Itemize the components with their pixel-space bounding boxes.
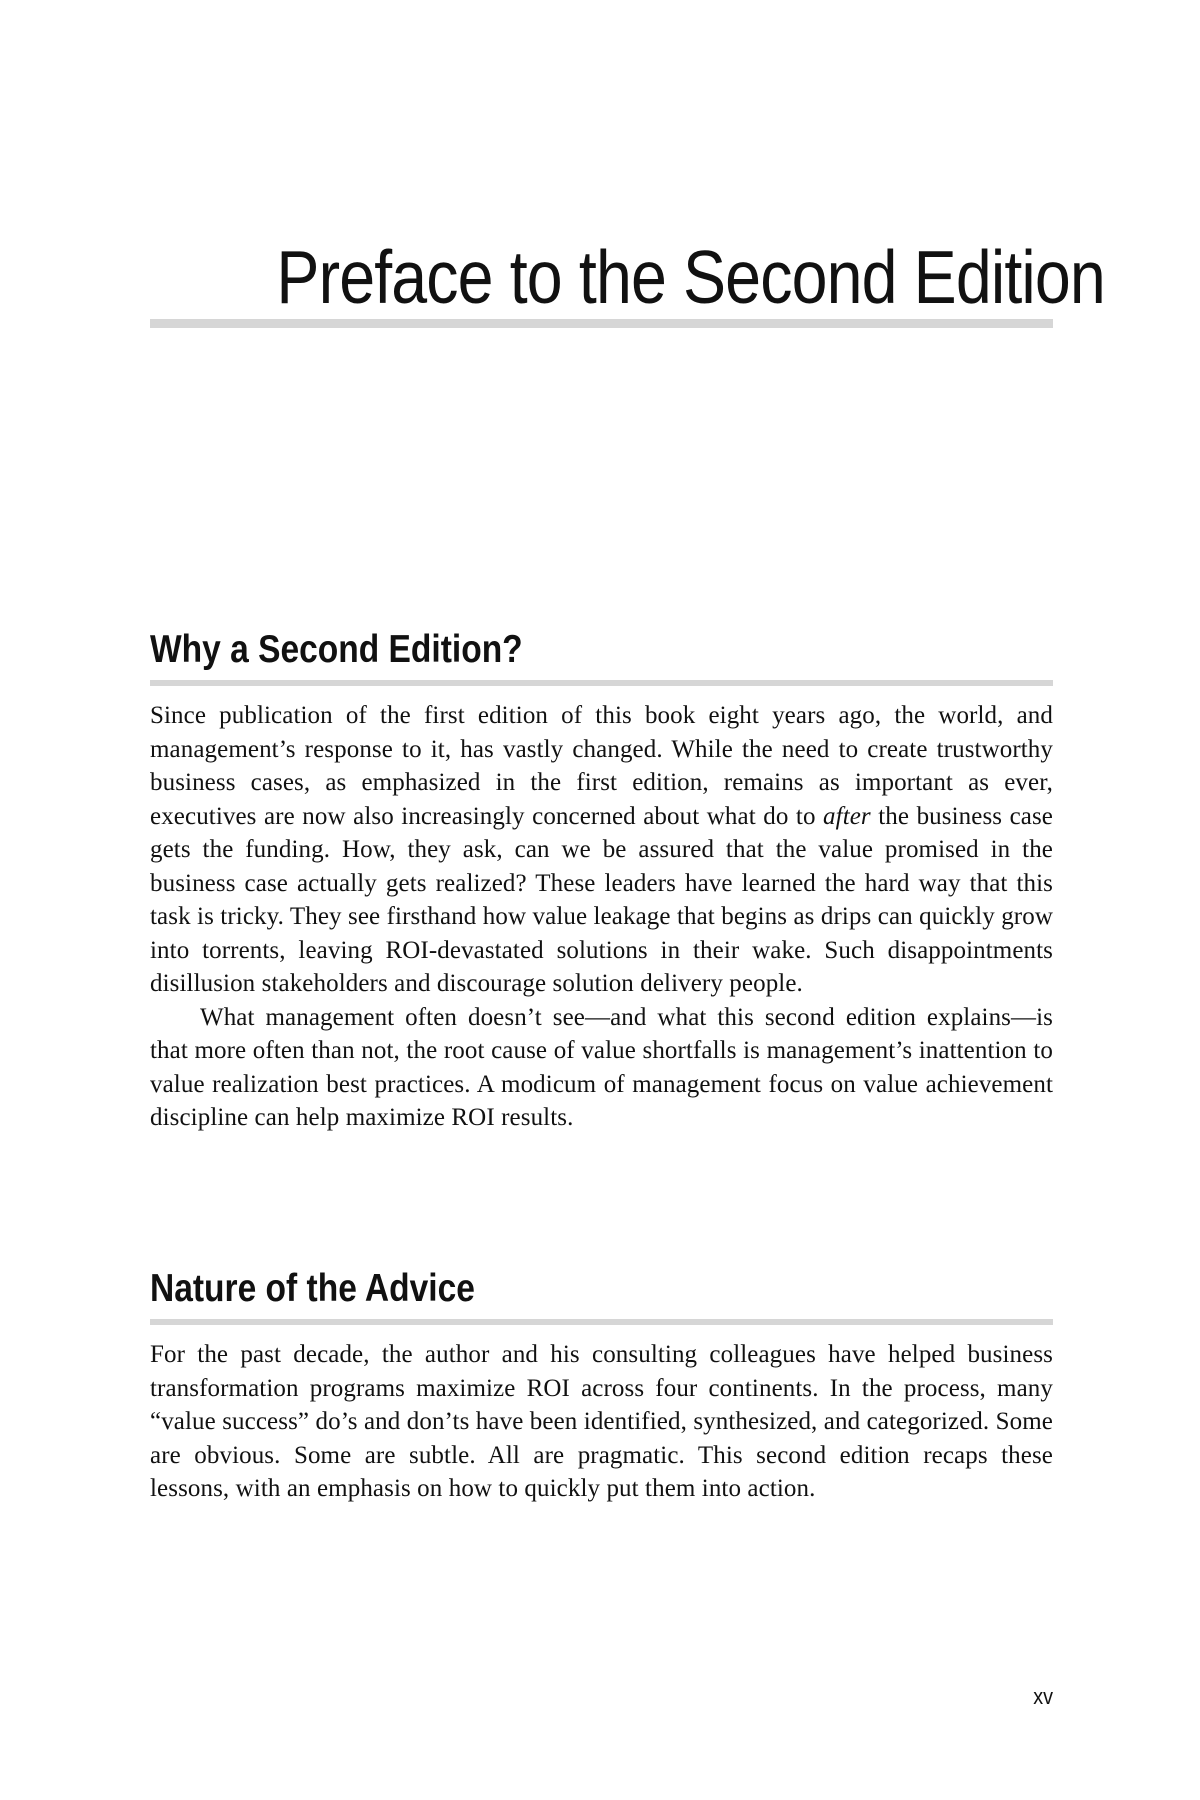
section-heading: Nature of the Advice (150, 1267, 475, 1310)
section-heading: Why a Second Edition? (150, 628, 523, 671)
section-why-second-edition (150, 622, 1053, 1135)
body-paragraph: For the past decade, the author and his consulting colleagues have helped business transformation programs maximize ROI across four continents. In the process, many “value success” do’s and don’ts have been identified, synthesized, and categorized. Some are obvious. Some are subtle. All are pragmatic. This second edition recaps these lessons, with an emphasis on how to quickly put them into action. (150, 1341, 1053, 1502)
paragraph-text: Since publication of the first edition of this book eight years ago, the world, and management’s response to it, has vastly changed. While the need to create trustworthy business cases, as emphasized in the first edition, remains as important as ever, executives are now also increasingly concerned about what do to (150, 702, 1053, 830)
section-nature-of-advice (150, 1261, 1053, 1506)
section-heading-rule (150, 1319, 1053, 1325)
body-paragraph: What management often doesn’t see—and what this second edition explains—is that more often than not, the root cause of value shortfalls is management’s inattention to value realization best practices. A modicum of management focus on value achievement discipline can help maximize ROI results. (150, 1003, 1053, 1131)
chapter-title: Preface to the Second Edition (276, 235, 1105, 319)
section-heading-rule (150, 680, 1053, 686)
book-page (150, 0, 1105, 1800)
chapter-title-rule (150, 319, 1053, 328)
emphasized-word: after (823, 802, 871, 830)
page-number: xv (1033, 1684, 1053, 1709)
body-paragraph (150, 699, 1053, 1001)
paragraph-text: the business case gets the funding. How, they ask, can we be assured that the value promised in the business case actually gets realized? These leaders have learned the hard way that this task is tricky. They see firsthand how value leakage that begins as drips can quickly grow into torrents, leaving ROI-devastated solutions in their wake. Such disappointments disillusion stakeholders and discourage solution delivery people. (150, 802, 1053, 997)
